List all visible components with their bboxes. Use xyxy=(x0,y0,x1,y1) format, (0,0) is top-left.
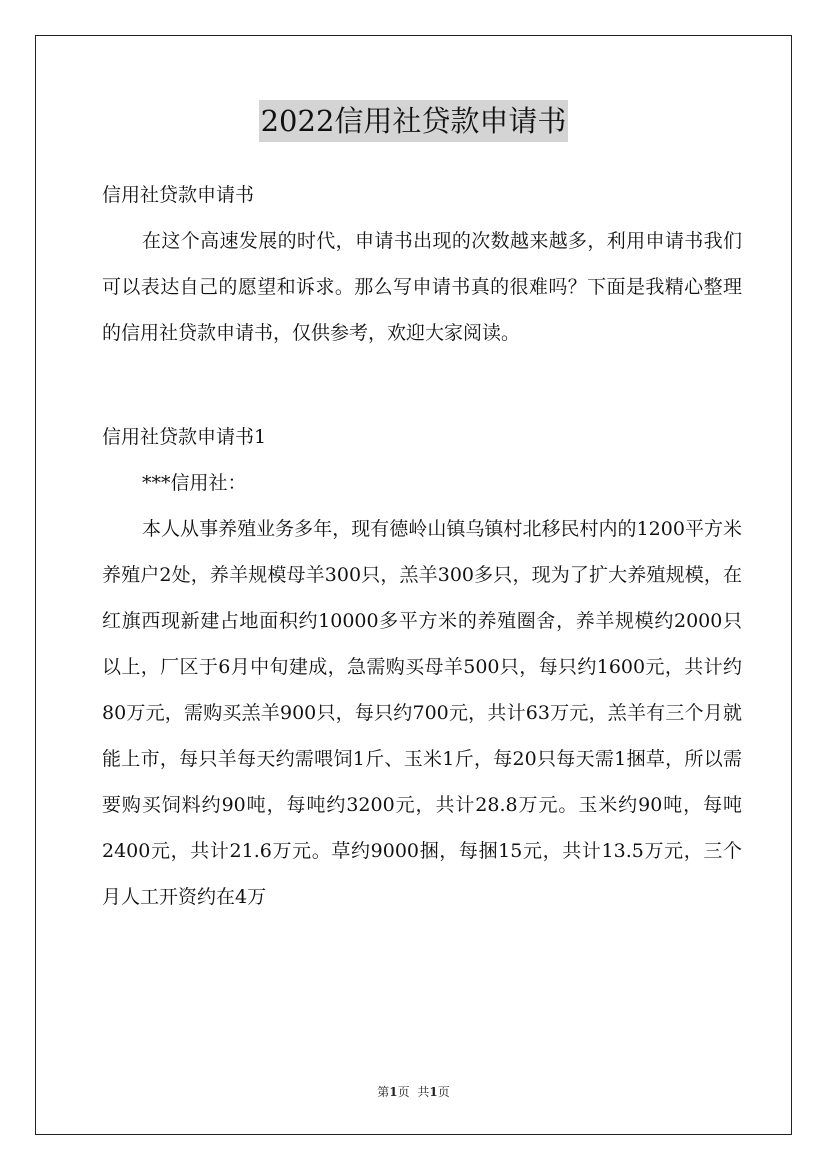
body-paragraph: 本人从事养殖业务多年，现有德岭山镇乌镇村北移民村内的1200平方米养殖户2处，养羊规模母羊300只，羔羊300多只，现为了扩大养殖规模，在红旗西现新建占地面积约10000多平方米的养殖圈舍，养羊规模约2000只以上，厂区于6月中旬建成，急需购买母羊500只，每只约1600元，共计约80万元，需购买羔羊900只，每只约700元，共计63万元，羔羊有三个月就能上市，每只羊每天约需喂饲1斤、玉米1斤，每20只每天需1捆草，所以需要购买饲料约90吨，每吨约3200元，共计28.8万元。玉米约90吨，每吨2400元，共计21.6万元。草约9000捆，每捆15元，共计13.5万元，三个月人工开资约在4万 xyxy=(102,518,742,908)
page-footer xyxy=(0,1083,827,1100)
total-pages: 1 xyxy=(429,1085,438,1099)
section-title: 信用社贷款申请书1 xyxy=(102,426,267,448)
heading: 信用社贷款申请书 xyxy=(102,184,255,206)
title-container xyxy=(0,100,827,142)
salutation: ***信用社： xyxy=(142,472,247,494)
page-suffix: 页 xyxy=(397,1085,410,1099)
spacer xyxy=(102,356,742,402)
total-suffix: 页 xyxy=(437,1085,450,1099)
document-body xyxy=(102,172,742,920)
intro-paragraph: 在这个高速发展的时代，申请书出现的次数越来越多，利用申请书我们可以表达自己的愿望和诉求。那么写申请书真的很难吗？下面是我精心整理的信用社贷款申请书，仅供参考，欢迎大家阅读。 xyxy=(102,230,742,344)
page-number: 1 xyxy=(389,1085,398,1099)
total-prefix: 共 xyxy=(417,1085,430,1099)
document-title: 2022信用社贷款申请书 xyxy=(259,100,569,142)
page-prefix: 第 xyxy=(377,1085,390,1099)
